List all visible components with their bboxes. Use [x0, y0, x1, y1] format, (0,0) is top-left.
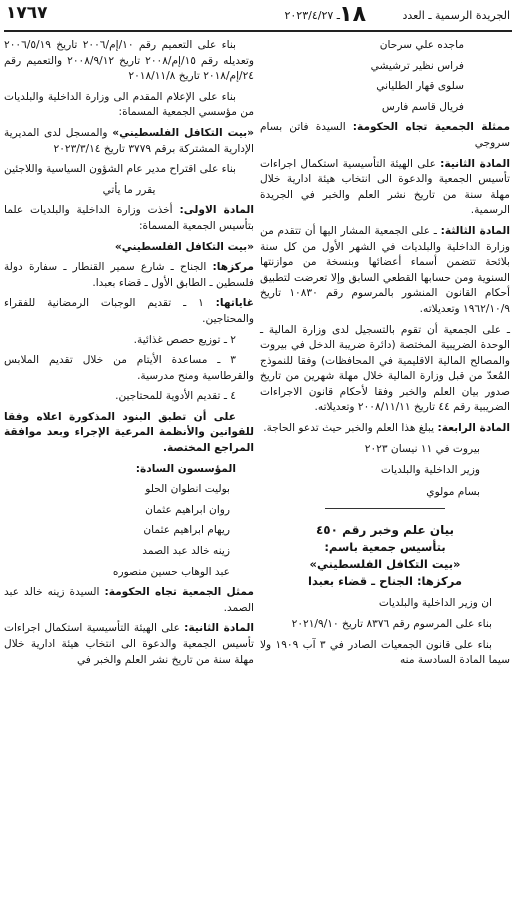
journal-title: الجريدة الرسمية ـ العدد	[402, 9, 510, 22]
goal-3: ٣ ـ مساعدة الأيتام من خلال تقديم الملابس والقرطاسية ومنح مدرسية.	[4, 354, 254, 382]
right-column	[260, 38, 510, 674]
registered-name: «بيت التكافل الفلسطيني»	[112, 126, 254, 139]
association-center	[4, 260, 254, 291]
article-3-label: المادة الثالثة:	[440, 224, 510, 237]
article-2-label: المادة الثانية:	[184, 622, 254, 635]
founder-name: بوليت انطوان الحلو	[145, 483, 230, 496]
gov-representative	[4, 585, 254, 616]
goal-1: غاياتها: ١ ـ تقديم الوجبات الرمضانية للفقراء والمحتاجين.	[4, 297, 254, 325]
section-divider	[325, 508, 445, 509]
founder-name: عبد الوهاب حسين منصوره	[112, 565, 230, 578]
center-label: مركزها:	[212, 261, 254, 274]
goals-label: غاياتها:	[215, 297, 254, 310]
notification-paragraph: بناء على الإعلام المقدم الى وزارة الداخلية والبلديات من مؤسسي الجمعية المسماة:	[4, 90, 254, 119]
notice-association-name: «بيت التكافل الفلسطيني»	[309, 557, 461, 572]
article-4	[260, 421, 510, 437]
proposal-paragraph: بناء على اقتراح مدير عام الشؤون السياسية واللاجئين	[4, 163, 236, 176]
founder-name: روان ابراهيم عثمان	[145, 503, 230, 516]
article-2-text: على الهيئة التأسيسية استكمال اجراءات تأسيس الجمعية والدعوة الى انتخاب هيئة ادارية خلال مهلة سنة من تاريخ نشر العلم والخبر في الجريدة الرسمية.	[260, 157, 510, 217]
circular-paragraph: بناء على التعميم رقم ١٠/إم/٢٠٠٦ تاريخ ٢٠٠٦/٥/١٩ وتعديله رقم ١٥/إم/٢٠٠٨ تاريخ ٢٠٠٨/٩/١٢ والتعميم رقم ٢٤/إم/٢٠١٨ تاريخ ٢٠١٨/١١/٨	[4, 39, 254, 83]
issue-number: ١٨	[339, 2, 366, 27]
notice-number: ٤٥٠	[315, 523, 338, 538]
registration-paragraph	[4, 126, 254, 157]
signature-block	[260, 442, 510, 501]
article-4-text: يبلغ هذا العلم والخبر حيث تدعو الحاجة.	[263, 422, 435, 435]
founders-label: المؤسسون السادة:	[135, 462, 236, 475]
sign-date: بيروت في ١١ نيسان ٢٠٢٣	[364, 442, 480, 455]
gov-rep-text: السيدة فاتن بسام سروجي	[260, 121, 510, 149]
article-3-tax: ـ على الجمعية أن تقوم بالتسجيل لدى وزارة المالية ـ الوحدة الضريبية المختصة (دائرة ضريبة الدخل في بيروت والمصالح المالية الاقليمية في المحافظات) وفقا للنموذج المُعدّ من قبل وزارة المالية خلال مهلة شهرين من تاريخ صدور بيان العلم والخبر وفقا لأحكام قانون الاجراءات الضريبية رقم ٤٤ تاريخ ٢٠٠٨/١١/١١ وتعديلاته.	[260, 323, 510, 414]
decides-heading: يقرر ما يأتي	[102, 183, 156, 196]
founder-name: زينه خالد عبد الصمد	[142, 545, 230, 558]
article-1-label: المادة الاولى:	[179, 204, 255, 217]
founder-name: فراس نظير ترشيشي	[370, 59, 464, 72]
gov-rep-label: ممثلة الجمعية تجاه الحكومة:	[352, 121, 511, 134]
article-2	[4, 621, 254, 668]
goal-2: ٢ ـ توزيع حصص غذائية.	[133, 333, 236, 346]
notice-title: بيان علم وخبر رقم ٤٥٠	[315, 523, 454, 538]
issue-date: ـ ٢٠٢٣/٤/٢٧	[284, 9, 340, 22]
registration-details: والمسجل لدى المديرية الإدارية المشتركة برقم ٣٧٧٩ تاريخ ٢٠٢٣/٣/١٤	[4, 126, 254, 155]
founder-name: ماجده علي سرحان	[379, 39, 464, 51]
law-line: بناء على قانون الجمعيات الصادر في ٣ آب ١٩٠٩ ولا سيما المادة السادسة منه	[260, 638, 510, 667]
minister-line: ان وزير الداخلية والبلديات	[378, 597, 492, 610]
sign-name: بسام مولوي	[426, 485, 480, 498]
article-1	[4, 203, 254, 234]
header-divider	[4, 30, 512, 32]
founders-list	[4, 482, 254, 580]
center-text: الجناح ـ شارع سمير القنطار ـ سفارة دولة فلسطين ـ الطابق الأول ـ قضاء بعبدا.	[4, 261, 254, 289]
gov-rep-label: ممثل الجمعية تجاه الحكومة:	[104, 586, 254, 599]
notice-subtitle: بتأسيس جمعية باسم:	[324, 540, 446, 555]
left-column	[4, 38, 254, 673]
notice-center: مركزها: الجناح ـ قضاء بعبدا	[308, 574, 462, 589]
page-number: ١٧٦٧	[6, 3, 48, 23]
compliance-clause: على أن تطبق البنود المذكورة اعلاه وفقا للقوانين والأنظمة المرعية الإجراء وبعد موافقة المراجع المختصة.	[4, 410, 254, 455]
article-2	[260, 157, 510, 219]
association-name: «بيت التكافل الفلسطيني»	[114, 240, 254, 253]
founders-list-continued	[260, 38, 510, 115]
article-2-text: على الهيئة التأسيسية استكمال اجراءات تأسيس الجمعية والدعوة الى انتخاب هيئة ادارية خلال مهلة سنة من تاريخ نشر العلم والخبر في	[4, 622, 254, 666]
page-header	[0, 0, 516, 30]
article-3-text: ـ على الجمعية المشار اليها أن تتقدم من وزارة الداخلية والبلديات في الشهر الأول من كل سنة بلائحة تتضمن أسماء أعضائها وبنسخة من موازنتها السنوية ومن حسابها القطعي السابق وإلا تعرضت لتطبيق أحكام القانون المنشور بالمرسوم رقم ١٠٨٣٠ تاريخ ١٩٦٢/١٠/٩ وتعديلاته.	[260, 224, 510, 315]
article-3	[260, 224, 510, 318]
founder-name: سلوى قهار الطلياني	[376, 80, 464, 93]
goal-4: ٤ ـ تقديم الأدوية للمحتاجين.	[115, 390, 236, 403]
sign-title: وزير الداخلية والبلديات	[380, 464, 480, 477]
founder-name: فريال قاسم فارس	[381, 100, 464, 113]
article-1-text: أخذت وزارة الداخلية والبلديات علما بتأسيس الجمعية المسماة:	[4, 204, 254, 232]
article-4-label: المادة الرابعة:	[437, 422, 510, 435]
gov-rep-text: السيدة زينه خالد عبد الصمد.	[4, 586, 254, 614]
gov-representative	[260, 120, 510, 151]
founder-name: ريهام ابراهيم عثمان	[143, 524, 230, 537]
decree-line: بناء على المرسوم رقم ٨٣٧٦ تاريخ ٢٠٢١/٩/١٠	[291, 618, 492, 631]
article-2-label: المادة الثانية:	[440, 157, 510, 170]
